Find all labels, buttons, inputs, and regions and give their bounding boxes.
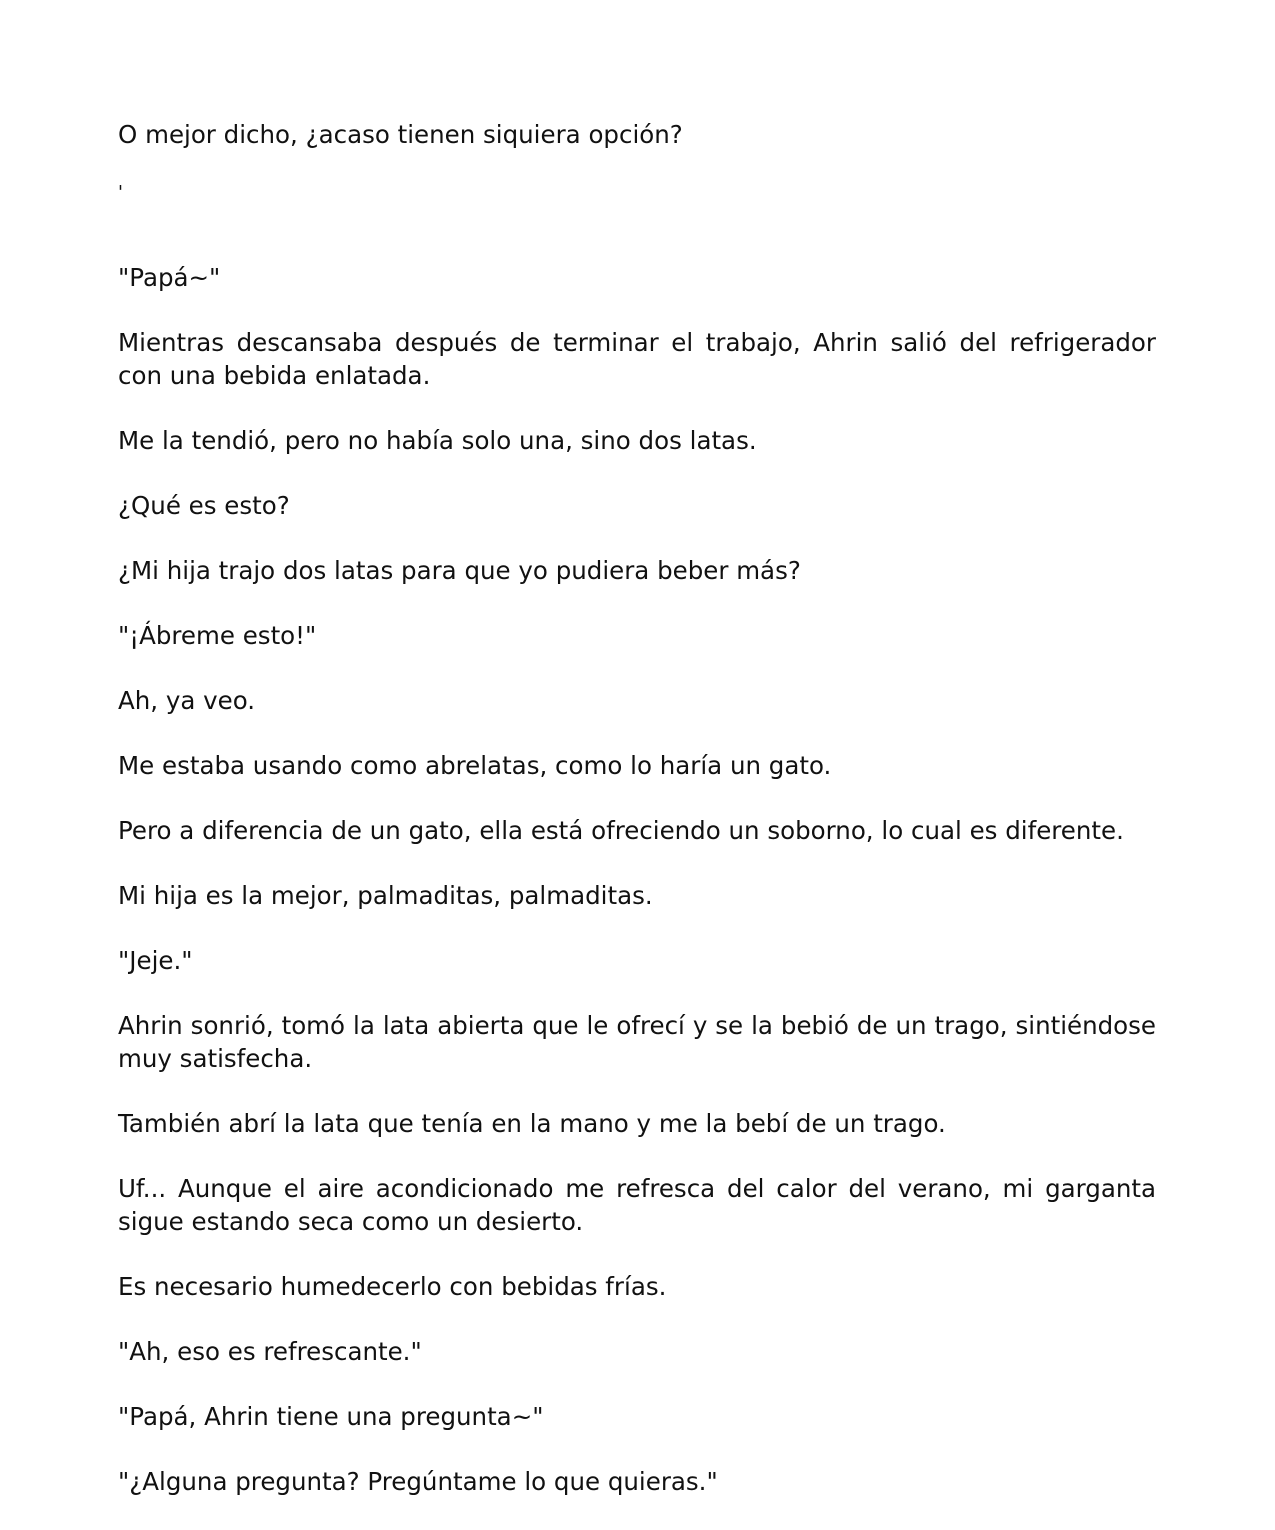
- paragraph: "¡Ábreme esto!": [118, 621, 317, 650]
- paragraph: "Papá~": [118, 263, 221, 292]
- paragraph: "Jeje.": [118, 946, 193, 975]
- paragraph: Ah, ya veo.: [118, 686, 256, 715]
- paragraph: Uf... Aunque el aire acondicionado me refresca del calor del verano, mi garganta sigue estando seca como un desierto.: [118, 1174, 1156, 1236]
- paragraph: "Ah, eso es refrescante.": [118, 1337, 422, 1366]
- paragraph: También abrí la lata que tenía en la mano y me la bebí de un trago.: [118, 1109, 946, 1138]
- paragraph: Pero a diferencia de un gato, ella está ofreciendo un soborno, lo cual es diferente.: [118, 816, 1124, 845]
- paragraph-mark: ': [118, 182, 123, 203]
- paragraph: Mientras descansaba después de terminar el trabajo, Ahrin salió del refrigerador con una bebida enlatada.: [118, 328, 1156, 390]
- paragraph: Me la tendió, pero no había solo una, sino dos latas.: [118, 426, 757, 455]
- document-page: [118, 118, 1156, 1530]
- paragraph: "Papá, Ahrin tiene una pregunta~": [118, 1402, 544, 1431]
- paragraph: ¿Mi hija trajo dos latas para que yo pudiera beber más?: [118, 556, 801, 585]
- paragraph: ¿Qué es esto?: [118, 491, 290, 520]
- paragraph: O mejor dicho, ¿acaso tienen siquiera opción?: [118, 120, 683, 149]
- paragraph: Mi hija es la mejor, palmaditas, palmaditas.: [118, 881, 653, 910]
- paragraph: Ahrin sonrió, tomó la lata abierta que le ofrecí y se la bebió de un trago, sintiéndose muy satisfecha.: [118, 1011, 1156, 1073]
- paragraph: Es necesario humedecerlo con bebidas frías.: [118, 1272, 667, 1301]
- paragraph: Me estaba usando como abrelatas, como lo haría un gato.: [118, 751, 832, 780]
- paragraph: "¿Alguna pregunta? Pregúntame lo que quieras.": [118, 1467, 718, 1496]
